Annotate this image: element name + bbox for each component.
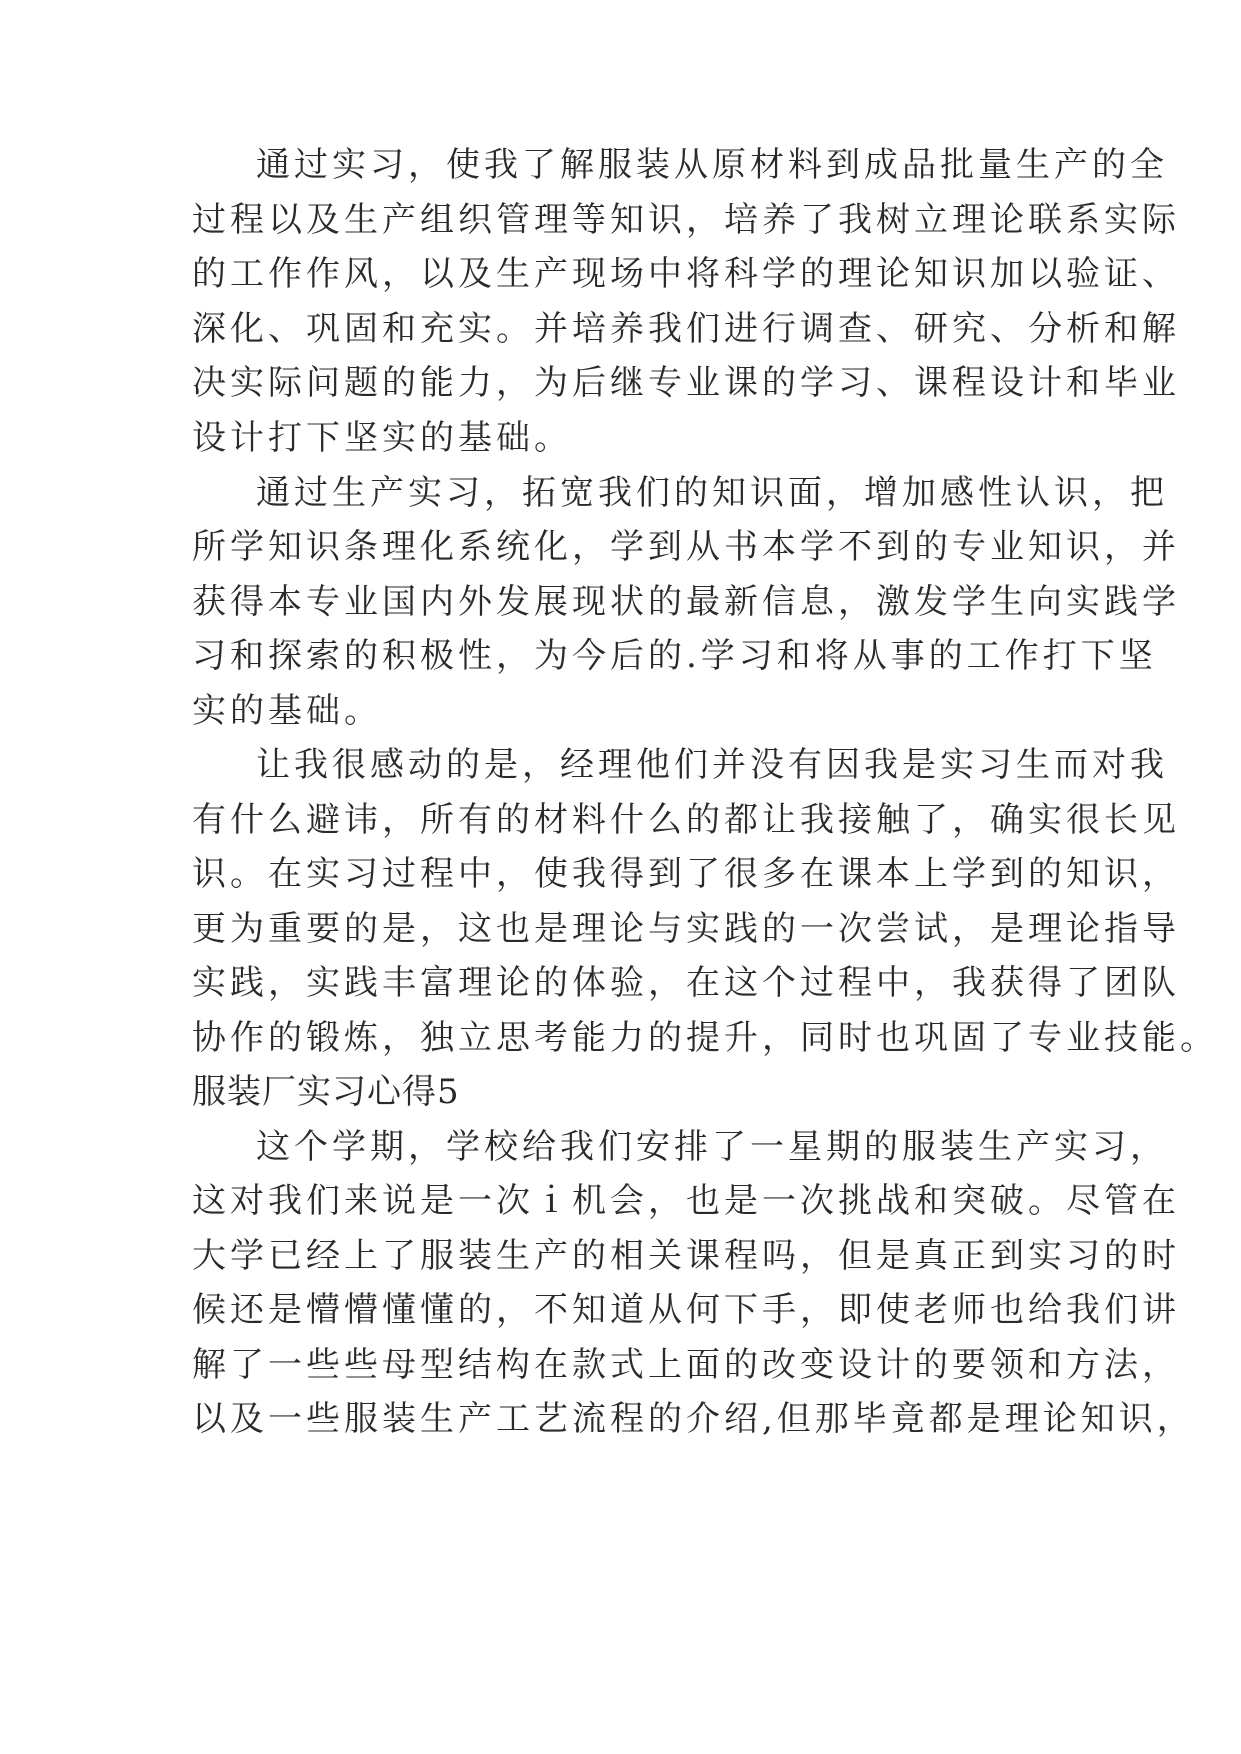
section-heading: 服装厂实习心得5: [192, 1072, 460, 1112]
paragraph-1-line-1: 通过实习，使我了解服装从原材料到成品批量生产的全: [256, 145, 1168, 185]
paragraph-4-line-5: 解了一些些母型结构在款式上面的改变设计的要领和方法，: [192, 1345, 1180, 1385]
paragraph-4-line-4: 候还是懵懵懂懂的，不知道从何下手，即使老师也给我们讲: [192, 1290, 1180, 1330]
paragraph-3-line-5: 实践，实践丰富理论的体验，在这个过程中，我获得了团队: [192, 963, 1180, 1003]
paragraph-3-line-6: 协作的锻炼，独立思考能力的提升，同时也巩固了专业技能。: [192, 1018, 1218, 1058]
paragraph-1-line-2: 过程以及生产组织管理等知识，培养了我树立理论联系实际: [192, 200, 1180, 240]
paragraph-2-line-4: 习和探索的积极性，为今后的.学习和将从事的工作打下坚: [192, 636, 1157, 676]
paragraph-1-line-4: 深化、巩固和充实。并培养我们进行调查、研究、分析和解: [192, 309, 1180, 349]
paragraph-4-line-2: 这对我们来说是一次ｉ机会，也是一次挑战和突破。尽管在: [192, 1181, 1180, 1221]
paragraph-2-line-1: 通过生产实习，拓宽我们的知识面，增加感性认识，把: [256, 473, 1168, 513]
paragraph-3-line-2: 有什么避讳，所有的材料什么的都让我接触了，确实很长见: [192, 800, 1180, 840]
paragraph-3-line-3: 识。在实习过程中，使我得到了很多在课本上学到的知识，: [192, 854, 1180, 894]
paragraph-2-line-5: 实的基础。: [192, 691, 382, 731]
paragraph-4-line-6: 以及一些服装生产工艺流程的介绍,但那毕竟都是理论知识，: [192, 1399, 1195, 1439]
paragraph-4-line-1: 这个学期，学校给我们安排了一星期的服装生产实习，: [256, 1127, 1168, 1167]
paragraph-4-line-3: 大学已经上了服装生产的相关课程吗，但是真正到实习的时: [192, 1236, 1180, 1276]
paragraph-3-line-4: 更为重要的是，这也是理论与实践的一次尝试，是理论指导: [192, 909, 1180, 949]
paragraph-1-line-3: 的工作作风，以及生产现场中将科学的理论知识加以验证、: [192, 254, 1180, 294]
paragraph-1-line-5: 决实际问题的能力，为后继专业课的学习、课程设计和毕业: [192, 363, 1180, 403]
paragraph-2-line-3: 获得本专业国内外发展现状的最新信息，激发学生向实践学: [192, 582, 1180, 622]
paragraph-2-line-2: 所学知识条理化系统化，学到从书本学不到的专业知识，并: [192, 527, 1180, 567]
paragraph-3-line-1: 让我很感动的是，经理他们并没有因我是实习生而对我: [256, 745, 1168, 785]
paragraph-1-line-6: 设计打下坚实的基础。: [192, 418, 572, 458]
